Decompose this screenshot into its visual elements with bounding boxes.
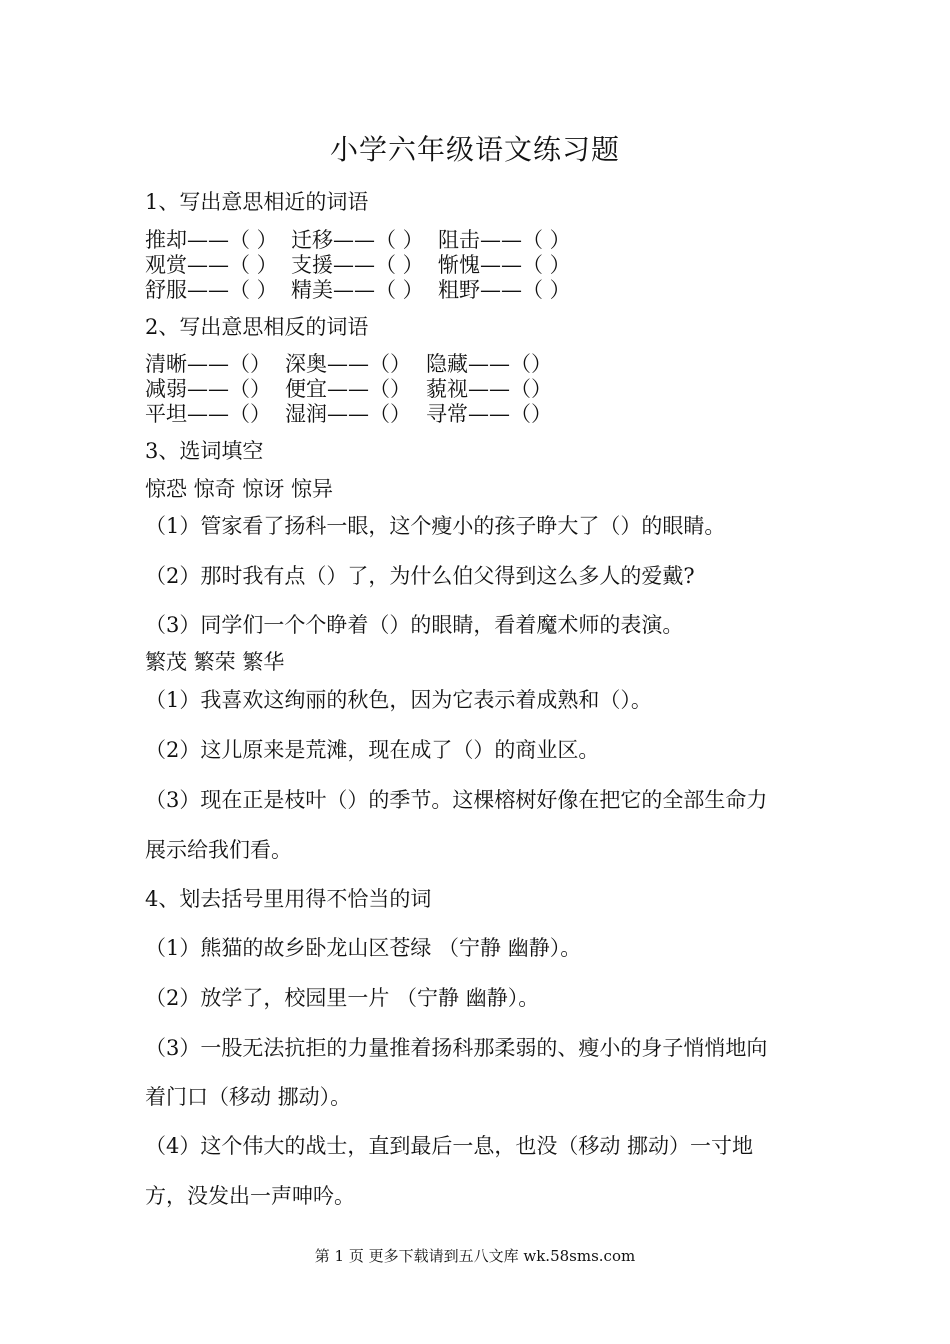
page-footer: 第 1 页 更多下载请到五八文库 wk.58sms.com	[314, 1247, 636, 1265]
exercise-item-continued: 方，没发出一声呻吟。	[145, 1184, 355, 1208]
exercise-item: （4）这个伟大的战士，直到最后一息，也没（移动 挪动）一寸地	[145, 1134, 754, 1158]
word-item: 减弱——（）	[145, 377, 271, 401]
word-item: 迁移——（ ）	[291, 228, 424, 252]
exercise-item: （1）我喜欢这绚丽的秋色，因为它表示着成熟和（）。	[145, 688, 652, 712]
section-heading: 3、选词填空	[145, 439, 264, 463]
synonym-row	[145, 274, 571, 304]
word-choices: 繁茂 繁荣 繁华	[145, 650, 285, 674]
word-choices: 惊恐 惊奇 惊讶 惊异	[145, 477, 334, 501]
section-heading: 4、划去括号里用得不恰当的词	[145, 887, 432, 911]
word-item: 舒服——（ ）	[145, 278, 278, 302]
word-item: 支援——（ ）	[291, 253, 424, 277]
word-item: 寻常——（）	[426, 402, 552, 426]
exercise-item-continued: 展示给我们看。	[145, 838, 292, 862]
word-item: 平坦——（）	[145, 402, 271, 426]
exercise-item: （2）放学了，校园里一片 （宁静 幽静）。	[145, 986, 540, 1010]
exercise-item: （2）这儿原来是荒滩，现在成了（）的商业区。	[145, 738, 600, 762]
word-item: 粗野——（ ）	[438, 278, 571, 302]
exercise-item: （3）同学们一个个睁着（）的眼睛，看着魔术师的表演。	[145, 613, 684, 637]
word-item: 便宜——（）	[285, 377, 411, 401]
page-title: 小学六年级语文练习题	[329, 133, 620, 166]
exercise-item: （1）熊猫的故乡卧龙山区苍绿 （宁静 幽静）。	[145, 936, 582, 960]
word-item: 深奥——（）	[285, 352, 411, 376]
section-heading: 2、写出意思相反的词语	[145, 315, 369, 339]
word-item: 湿润——（）	[285, 402, 411, 426]
word-item: 藐视——（）	[426, 377, 552, 401]
exercise-item: （2）那时我有点（）了，为什么伯父得到这么多人的爱戴?	[145, 564, 695, 588]
section-heading: 1、写出意思相近的词语	[145, 190, 369, 214]
word-item: 阻击——（ ）	[438, 228, 571, 252]
exercise-item: （1）管家看了扬科一眼，这个瘦小的孩子睁大了（）的眼睛。	[145, 514, 726, 538]
word-item: 隐藏——（）	[426, 352, 552, 376]
exercise-item-continued: 着门口（移动 挪动）。	[145, 1085, 352, 1109]
word-item: 推却——（ ）	[145, 228, 278, 252]
antonym-row	[145, 398, 552, 428]
word-item: 精美——（ ）	[291, 278, 424, 302]
exercise-item: （3）现在正是枝叶（）的季节。这棵榕树好像在把它的全部生命力	[145, 788, 768, 812]
word-item: 清晰——（）	[145, 352, 271, 376]
word-item: 观赏——（ ）	[145, 253, 278, 277]
word-item: 惭愧——（ ）	[438, 253, 571, 277]
exercise-item: （3）一股无法抗拒的力量推着扬科那柔弱的、瘦小的身子悄悄地向	[145, 1036, 768, 1060]
